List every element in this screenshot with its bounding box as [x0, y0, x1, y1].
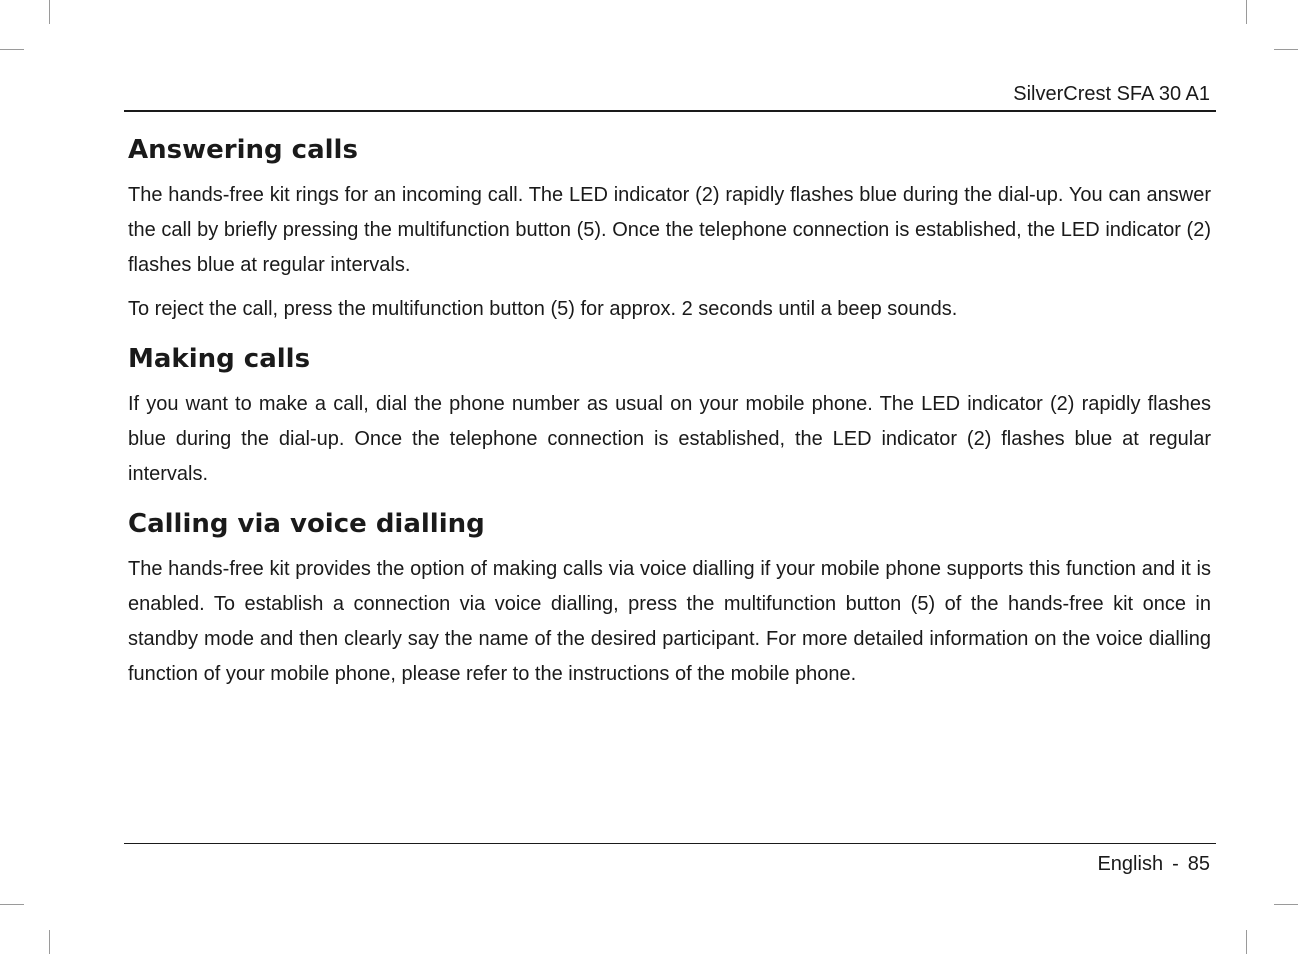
page-number: 85: [1187, 853, 1210, 875]
footer-separator: -: [1172, 853, 1179, 875]
section-making-calls: [128, 339, 1211, 492]
page-footer: [1097, 852, 1210, 876]
body-paragraph: The hands-free kit rings for an incoming call. The LED indicator (2) rapidly flashes blue during the dial-up. You can answer the call by briefly pressing the multifunction button (5). Once the telephone connection is established, the LED indicator (2) flashes blue at regular intervals.: [128, 184, 1211, 276]
section-voice-dialling: [128, 504, 1211, 692]
crop-mark-bottom-right-horizontal: [1274, 904, 1298, 905]
crop-mark-bottom-right-vertical: [1246, 930, 1247, 954]
section-heading: Calling via voice dialling: [128, 509, 485, 539]
body-paragraph: To reject the call, press the multifunction button (5) for approx. 2 seconds until a beep sounds.: [128, 298, 958, 320]
section-heading: Making calls: [128, 344, 311, 374]
body-paragraph: The hands-free kit provides the option of making calls via voice dialling if your mobile phone supports this function and it is enabled. To establish a connection via voice dialling, press the multifunction button (5) of the hands-free kit once in standby mode and then clearly say the name of the desired participant. For more detailed information on the voice dialling function of your mobile phone, please refer to the instructions of the mobile phone.: [128, 558, 1211, 685]
crop-mark-top-left-vertical: [49, 0, 50, 24]
crop-mark-top-right-vertical: [1246, 0, 1247, 24]
crop-mark-top-left-horizontal: [0, 49, 24, 50]
footer-language: English: [1097, 853, 1164, 875]
body-paragraph: If you want to make a call, dial the phone number as usual on your mobile phone. The LED indicator (2) rapidly flashes blue during the dial-up. Once the telephone connection is established, the LED indicator (2) flashes blue at regular intervals.: [128, 393, 1211, 485]
footer-rule: [124, 843, 1216, 844]
crop-mark-top-right-horizontal: [1274, 49, 1298, 50]
page-content: [128, 130, 1211, 692]
crop-mark-bottom-left-vertical: [49, 930, 50, 954]
section-heading: Answering calls: [128, 135, 358, 165]
header-rule: [124, 110, 1216, 112]
running-header: SilverCrest SFA 30 A1: [1013, 83, 1210, 105]
section-answering-calls: [128, 130, 1211, 327]
crop-mark-bottom-left-horizontal: [0, 904, 24, 905]
